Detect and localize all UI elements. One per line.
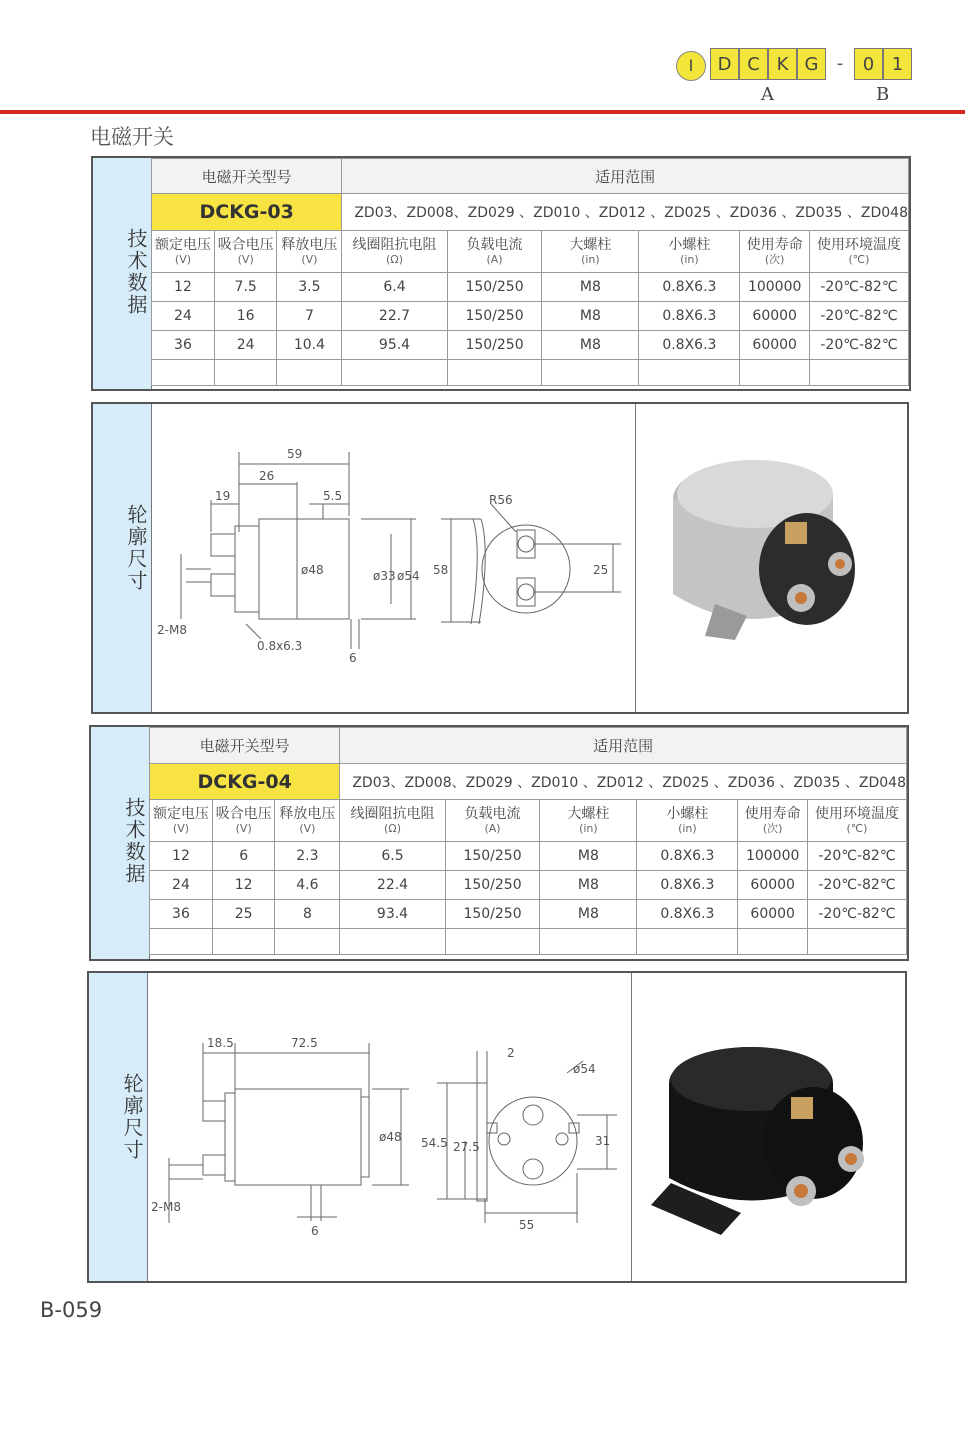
col-header: 小螺柱 (in) xyxy=(637,800,738,842)
dim-label: R56 xyxy=(489,493,513,507)
cell: 150/250 xyxy=(445,900,540,929)
side-cap xyxy=(235,526,259,612)
cell: 93.4 xyxy=(340,900,445,929)
cell: 60000 xyxy=(740,331,810,360)
spec-table xyxy=(151,158,909,386)
header-red-rule xyxy=(0,110,965,114)
cell: 3.5 xyxy=(277,273,342,302)
cell: -20℃-82℃ xyxy=(807,842,906,871)
cell: 10.4 xyxy=(277,331,342,360)
cell: 95.4 xyxy=(342,331,447,360)
cell: 22.7 xyxy=(342,302,447,331)
cell: 0.8X6.3 xyxy=(637,871,738,900)
sidebar-outline xyxy=(89,973,148,1281)
model-name: DCKG-03 xyxy=(152,194,342,231)
terminal-top xyxy=(211,534,235,556)
scope-header: 适用范围 xyxy=(342,159,909,194)
dim-label: 26 xyxy=(259,469,275,483)
cell: 150/250 xyxy=(447,331,542,360)
sidebar-tech xyxy=(93,158,152,389)
cell: 12 xyxy=(150,842,213,871)
cell: 24 xyxy=(152,302,215,331)
dim-label: 19 xyxy=(215,489,231,503)
cell: 150/250 xyxy=(447,273,542,302)
dim-label: 2-M8 xyxy=(151,1200,181,1214)
dim-label: 0.8x6.3 xyxy=(257,639,303,653)
cell: M8 xyxy=(542,302,639,331)
col-header: 负载电流 (A) xyxy=(447,231,542,273)
cell: 25 xyxy=(212,900,275,929)
table-row-empty xyxy=(150,929,907,955)
cell: -20℃-82℃ xyxy=(807,871,906,900)
spec-panel-dckg-03 xyxy=(91,156,911,391)
cell: 36 xyxy=(152,331,215,360)
code-digit: 0 xyxy=(854,48,883,80)
table-row xyxy=(150,871,907,900)
outline-panel-dckg-03 xyxy=(91,402,909,714)
product-photo-dckg-04 xyxy=(631,973,905,1281)
cell: 0.8X6.3 xyxy=(637,842,738,871)
dim-label: 6 xyxy=(311,1224,319,1238)
code-letter: K xyxy=(768,48,797,80)
section-label-tech: 技术数据 xyxy=(122,797,146,885)
dim-label: 2 xyxy=(507,1046,515,1060)
sidebar-tech xyxy=(91,727,150,959)
table-row xyxy=(150,900,907,929)
dim-label: 18.5 xyxy=(207,1036,234,1050)
code-letter: C xyxy=(739,48,768,80)
scope-list: ZD03、ZD008、ZD029 、ZD010 、ZD012 、ZD025 、ZD036 、ZD035 、ZD048 xyxy=(342,194,909,231)
cell: 22.4 xyxy=(340,871,445,900)
page-title: 电磁开关 xyxy=(90,125,174,149)
section-label-tech: 技术数据 xyxy=(124,228,148,316)
table-row-empty xyxy=(152,360,909,386)
cell: M8 xyxy=(542,273,639,302)
col-header: 负载电流 (A) xyxy=(445,800,540,842)
cell: 150/250 xyxy=(445,871,540,900)
code-digit: 1 xyxy=(883,48,912,80)
cell: -20℃-82℃ xyxy=(809,302,908,331)
col-header: 线圈阻抗电阻 (Ω) xyxy=(340,800,445,842)
technical-drawing xyxy=(151,404,635,712)
cell: 36 xyxy=(150,900,213,929)
dim-label: 27.5 xyxy=(453,1140,480,1154)
outline-drawing xyxy=(151,404,636,712)
model-name: DCKG-04 xyxy=(150,764,340,800)
cell: -20℃-82℃ xyxy=(807,900,906,929)
cell: 0.8X6.3 xyxy=(639,302,740,331)
cell: 6.5 xyxy=(340,842,445,871)
code-letter: D xyxy=(710,48,739,80)
terminal-top xyxy=(203,1101,225,1121)
cell: 8 xyxy=(275,900,340,929)
col-header: 吸合电压 (V) xyxy=(214,231,277,273)
col-header: 额定电压 (V) xyxy=(150,800,213,842)
cell: 0.8X6.3 xyxy=(637,900,738,929)
dim-label: ø54 xyxy=(573,1062,596,1076)
cell: 100000 xyxy=(738,842,808,871)
cell: 0.8X6.3 xyxy=(639,273,740,302)
code-letter: G xyxy=(797,48,826,80)
cell: 6.4 xyxy=(342,273,447,302)
dim-label: 55 xyxy=(519,1218,535,1232)
spec-panel-dckg-04 xyxy=(89,725,909,961)
dim-label: 59 xyxy=(287,447,303,461)
section-label-outline: 轮廓尺寸 xyxy=(124,504,148,592)
cell: 60000 xyxy=(740,302,810,331)
col-header: 大螺柱 (in) xyxy=(540,800,637,842)
col-header: 使用寿命 (次) xyxy=(740,231,810,273)
outline-drawing xyxy=(147,973,632,1281)
spec-table xyxy=(149,727,907,955)
cell: 0.8X6.3 xyxy=(639,331,740,360)
table-row xyxy=(150,842,907,871)
dim-label: 6 xyxy=(349,651,357,665)
cell: 7.5 xyxy=(214,273,277,302)
col-header: 小螺柱 (in) xyxy=(639,231,740,273)
cell: -20℃-82℃ xyxy=(809,331,908,360)
cell: 12 xyxy=(152,273,215,302)
cell: 16 xyxy=(214,302,277,331)
col-header: 释放电压 (V) xyxy=(277,231,342,273)
cell: 150/250 xyxy=(447,302,542,331)
scope-list: ZD03、ZD008、ZD029 、ZD010 、ZD012 、ZD025 、ZD036 、ZD035 、ZD048 xyxy=(340,764,907,800)
code-label-b: B xyxy=(876,84,890,105)
code-circle: I xyxy=(676,51,706,81)
dim-label: 31 xyxy=(595,1134,611,1148)
dim-label: 2-M8 xyxy=(157,623,187,637)
front-circle xyxy=(489,1097,577,1185)
table-row xyxy=(152,273,909,302)
dim-label: 58 xyxy=(433,563,449,577)
col-header: 线圈阻抗电阻 (Ω) xyxy=(342,231,447,273)
cell: M8 xyxy=(540,842,637,871)
dim-label: 54.5 xyxy=(421,1136,448,1150)
terminal-bottom xyxy=(211,574,235,596)
col-header: 使用环境温度 (℃) xyxy=(809,231,908,273)
cell: 12 xyxy=(212,871,275,900)
col-header: 吸合电压 (V) xyxy=(212,800,275,842)
cell: 150/250 xyxy=(445,842,540,871)
col-header: 额定电压 (V) xyxy=(152,231,215,273)
sidebar-outline xyxy=(93,404,152,712)
dim-label: ø48 xyxy=(379,1130,402,1144)
cell: 60000 xyxy=(738,900,808,929)
cell: -20℃-82℃ xyxy=(809,273,908,302)
cell: 4.6 xyxy=(275,871,340,900)
cell: 100000 xyxy=(740,273,810,302)
dim-label: 5.5 xyxy=(323,489,343,503)
model-header: 电磁开关型号 xyxy=(150,728,340,764)
table-row xyxy=(152,302,909,331)
section-label-outline: 轮廓尺寸 xyxy=(120,1073,144,1161)
cell: 2.3 xyxy=(275,842,340,871)
cell: M8 xyxy=(540,900,637,929)
col-header: 使用环境温度 (℃) xyxy=(807,800,906,842)
side-body xyxy=(235,1089,361,1185)
dim-label: ø33 xyxy=(373,569,396,583)
solenoid-silver-image xyxy=(635,404,907,712)
cell: 6 xyxy=(212,842,275,871)
col-header: 使用寿命 (次) xyxy=(738,800,808,842)
cell: M8 xyxy=(542,331,639,360)
cell: 7 xyxy=(277,302,342,331)
page-number: B-059 xyxy=(40,1298,103,1322)
dim-label: ø48 xyxy=(301,563,324,577)
cell: 24 xyxy=(150,871,213,900)
col-header: 释放电压 (V) xyxy=(275,800,340,842)
solenoid-black-image xyxy=(631,973,905,1281)
scope-header: 适用范围 xyxy=(340,728,907,764)
col-header: 大螺柱 (in) xyxy=(542,231,639,273)
outline-panel-dckg-04 xyxy=(87,971,907,1283)
model-header: 电磁开关型号 xyxy=(152,159,342,194)
cell: M8 xyxy=(540,871,637,900)
table-row xyxy=(152,331,909,360)
cell: 24 xyxy=(214,331,277,360)
code-label-a: A xyxy=(761,84,774,105)
terminal-bottom xyxy=(203,1155,225,1175)
cell: 60000 xyxy=(738,871,808,900)
dim-label: 25 xyxy=(593,563,609,577)
code-dash: - xyxy=(836,53,844,74)
product-photo-dckg-03 xyxy=(635,404,907,712)
dim-label: 72.5 xyxy=(291,1036,318,1050)
dim-label: ø54 xyxy=(397,569,420,583)
technical-drawing xyxy=(147,973,631,1281)
